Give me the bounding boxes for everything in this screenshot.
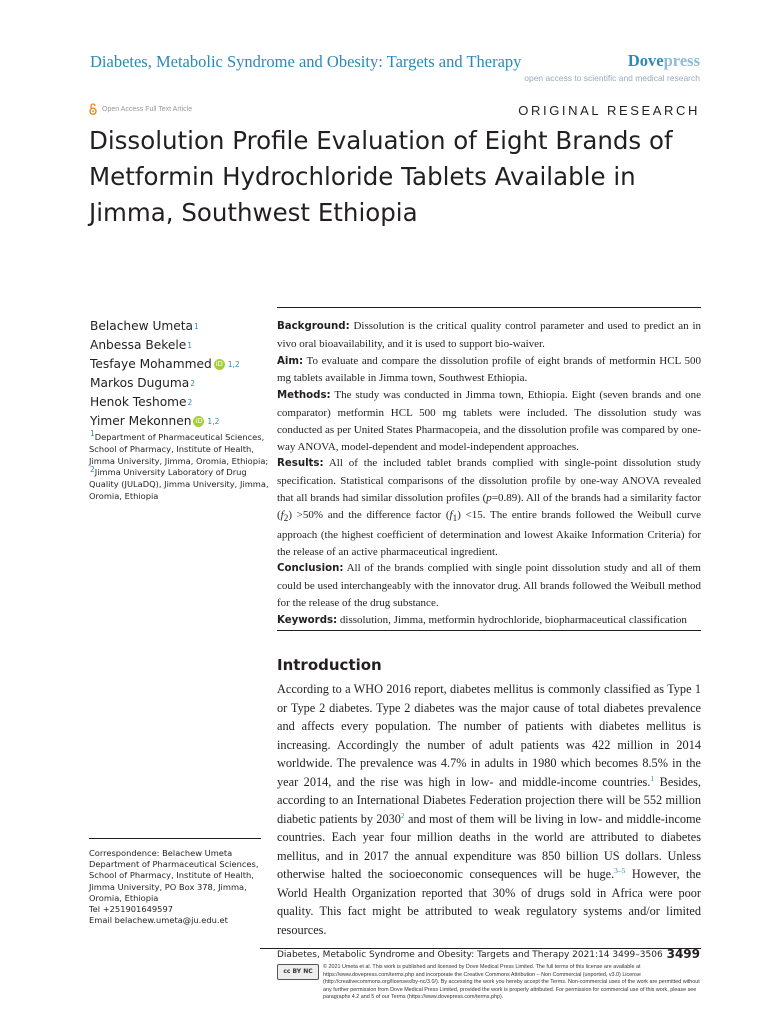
orcid-icon[interactable]: iD: [195, 417, 203, 425]
affiliation: $^1$Department of Pharmaceutical Sciences, School of Pharmacy, Institute of Health, Jimma University, Jimma, Oromia, Ethiopia; $^2$Jimma University Laboratory of Drug Quality (JULaDQ), Jimma University, Jimma, Oromia, Ethiopia: [89, 429, 269, 501]
introduction-body: According to a WHO 2016 report, diabetes mellitus is commonly classified as Type 1 or Type 2 diabetes. Type 2 diabetes was the major cause of total diabetes prevalence and affects every population. The number of patients with diabetes mellitus is increasing. Accordingly the number of adult patients was 422 million in 2014 worldwide. The prevalence was 4.7% in adults in 1980 which becomes 8.5% in the year 2014, and the rise was high in low- and middle-income countries.$^1$ Besides, according to an International Diabetes Federation projection there will be 552 million diabetic patients by 2030$^2$ and most of them will be living in low- and middle-income countries. Each year four million deaths in the world are attributed to diabetes mellitus, and in 2017 the annual expenditure was 850 billion US dollars. Unless otherwise halted the socioeconomic consequences will be huge.$^{3-5}$ However, the World Health Organization reported that 30% of drugs sold in Africa were poor quality. This fact might be attributed to weak regulatory systems and/or limited resources.: [277, 682, 701, 937]
abstract-conclusion: Conclusion: All of the brands complied with single point dissolution study and all of them could be used interchangeably with the innovator drug. All brands followed the Weibull method for the release of the drug substance.: [277, 562, 701, 609]
correspondence-rule: [89, 838, 261, 839]
correspondence: [89, 848, 269, 926]
article-type: ORIGINAL RESEARCH: [518, 103, 700, 118]
open-access-label: [89, 103, 192, 115]
brand-tagline: open access to scientific and medical research: [524, 73, 700, 83]
citation-link[interactable]: 2: [400, 810, 405, 820]
orcid-icon[interactable]: iD: [215, 360, 223, 368]
footer-rule: [260, 948, 701, 949]
author[interactable]: Yimer Mekonnen iD 1,2: [90, 414, 220, 428]
citation-link[interactable]: 1: [650, 773, 655, 783]
author[interactable]: Henok Teshome 2: [90, 395, 193, 409]
abstract-results: Results: All of the included tablet brands complied with single-point dissolution study specification. Statistical comparisons of the dissolution profile by one-way ANOVA revealed that all brands had similar dissolution profiles (p=0.89). All of the brands had a similarity factor $(f_2) >50\%$ and the difference factor $(f_1) <15$. The entire brands followed the Weibull curve approach (the highest coefficient of determination and lowest Akaike Information Criteria) for the release of an active pharmaceutical ingredient.: [277, 457, 701, 558]
correspondence-email[interactable]: Email belachew.umeta@ju.edu.et: [89, 915, 228, 926]
author[interactable]: Markos Duguma 2: [90, 376, 195, 390]
license-text: © 2021 Umeta et al. This work is published and licensed by Dove Medical Press Limited. The full terms of this license are available at https://www.dovepress.com/terms.php and incorporate the Creative Commons Attribution – Non Commercial (unported, v3.0) License (http://creativecommons.org/licenses/by-nc/3.0/). By accessing the work you hereby accept the Terms. Non-commercial uses of the work are permitted without any further permission from Dove Medical Press Limited, provided the work is properly attributed. For permission for commercial use of this work, please see paragraphs 4.2 and 5 of our Terms (https://www.dovepress.com/terms.php).: [323, 964, 700, 1000]
correspondence-author: Correspondence: Belachew Umeta: [89, 848, 233, 858]
brand-press: press: [663, 51, 700, 70]
journal-title[interactable]: Diabetes, Metabolic Syndrome and Obesity: Targets and Therapy: [90, 52, 522, 71]
abstract-aim: Aim: To evaluate and compare the dissolution profile of eight brands of metformin HCL 500 mg tablets available in Jimma town, Southwest Ethiopia.: [277, 354, 701, 385]
page-number: 3499: [666, 947, 700, 961]
correspondence-address: Department of Pharmaceutical Sciences, School of Pharmacy, Institute of Health, Jimma University, PO Box 378, Jimma, Oromia, Ethiopia: [89, 859, 259, 903]
open-access-text: Open Access Full Text Article: [102, 105, 193, 113]
author[interactable]: Tesfaye Mohammed iD 1,2: [90, 357, 240, 371]
abstract-methods: Methods: The study was conducted in Jimma town, Ethiopia. Eight (seven brands and one comparator) metformin HCL 500 mg tablets were included. The dissolution study was conducted as per United States Pharmacopeia, and the dissolution profile was compared by one-way ANOVA, model-dependent and model-independent approaches.: [277, 389, 701, 453]
creative-commons-icon[interactable]: cc BY NC: [277, 964, 319, 980]
author-list: [90, 317, 260, 431]
publisher-brand[interactable]: [524, 51, 700, 83]
introduction-heading: Introduction: [277, 656, 382, 674]
article-title: Dissolution Profile Evaluation of Eight Brands of Metformin Hydrochloride Tablets Available in Jimma, Southwest Ethiopia: [89, 126, 673, 227]
brand-dove: Dove: [627, 51, 664, 70]
author[interactable]: Anbessa Bekele 1: [90, 338, 192, 352]
citation-link[interactable]: 3–5: [614, 865, 626, 875]
correspondence-phone: Tel +251901649597: [89, 904, 174, 915]
abstract-top-rule: [277, 307, 701, 308]
footer-citation: Diabetes, Metabolic Syndrome and Obesity: Targets and Therapy 2021:14 3499–3506: [277, 950, 663, 960]
abstract-background: Background: Dissolution is the critical quality control parameter and used to predict an in vivo oral bioavailability, and it is used to support bio-waiver.: [277, 320, 702, 350]
abstract-keywords: Keywords: dissolution, Jimma, metformin hydrochloride, biopharmaceutical classification: [277, 613, 687, 626]
author[interactable]: Belachew Umeta 1: [90, 319, 199, 333]
abstract: [277, 318, 701, 630]
open-access-lock-icon: [89, 103, 97, 115]
license: [277, 964, 701, 1002]
abstract-bottom-rule: [277, 630, 701, 631]
